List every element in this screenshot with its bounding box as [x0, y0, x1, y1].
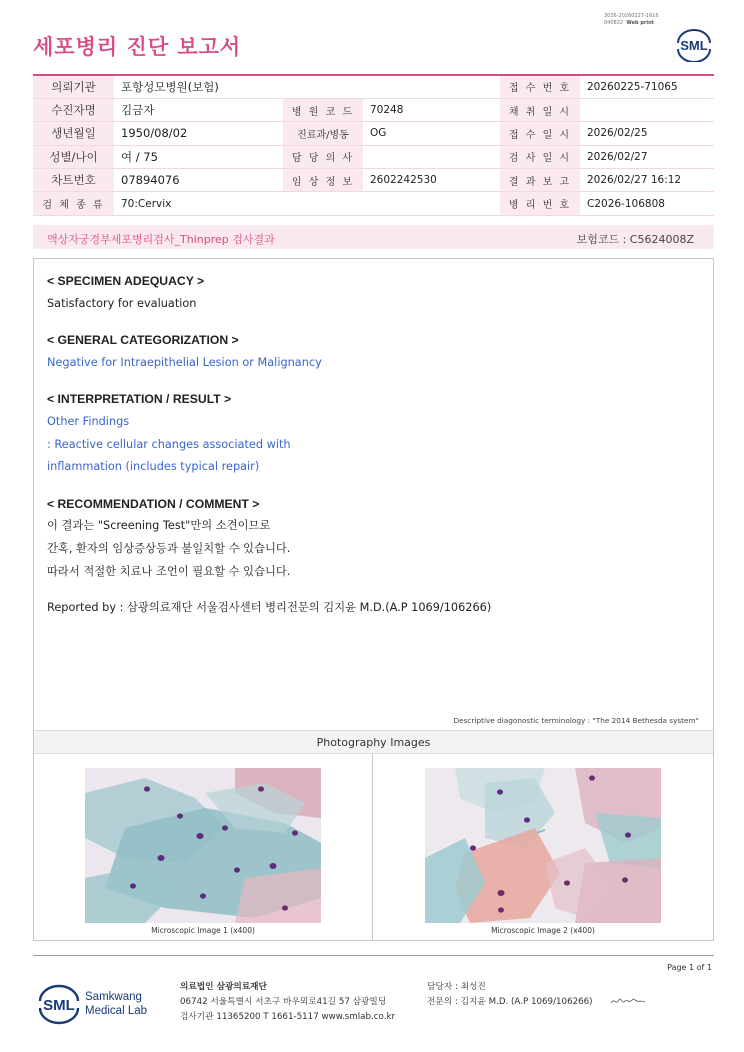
print-id-code: 040822: [604, 20, 624, 26]
label-pathology-number: 병 리 번 호: [500, 192, 580, 215]
photography-images-header: Photography Images: [34, 730, 713, 754]
value-patient-name: 김금자: [114, 98, 283, 121]
sml-logo-bottom-text: SML: [43, 997, 75, 1014]
value-clinical-info: 2602242530: [363, 169, 500, 192]
label-receipt-number: 접 수 번 호: [500, 75, 580, 98]
footer-address: 06742 서울특별시 서초구 바우뫼로41길 57 삼광빌딩: [180, 997, 387, 1007]
info-row: [33, 75, 714, 98]
microscopic-image-1: [85, 768, 321, 923]
label-test-date: 검 사 일 시: [500, 145, 580, 168]
value-collection-date: [580, 98, 714, 121]
company-line-2: Medical Lab: [85, 1005, 148, 1017]
footer-organization: [180, 980, 395, 1025]
label-specimen-type: 검 체 종 류: [33, 192, 114, 215]
patient-info-table: [33, 74, 714, 216]
value-chart-number: 07894076: [114, 169, 283, 192]
recommendation-line-2: 간혹, 환자의 임상증상등과 불일치할 수 있습니다.: [47, 541, 291, 555]
image-caption-1: Microscopic Image 1 (x400): [151, 926, 255, 935]
sml-logo-bottom: [36, 983, 82, 1025]
label-clinical-info: 임 상 정 보: [283, 169, 363, 192]
recommendation-line-3: 따라서 적절한 치료나 조언이 필요할 수 있습니다.: [47, 564, 291, 578]
sml-logo-text: SML: [680, 38, 708, 53]
print-id-line1: 3036-20260227-1616: [604, 13, 659, 19]
value-department: OG: [363, 122, 500, 145]
label-chart-number: 차트번호: [33, 169, 114, 192]
label-receipt-date: 접 수 일 시: [500, 122, 580, 145]
footer-org-name: 의료법인 삼광의료재단: [180, 982, 267, 992]
page-number: Page 1 of 1: [667, 963, 712, 972]
microscopic-image-2: [425, 768, 661, 923]
label-patient-name: 수진자명: [33, 98, 114, 121]
value-requesting-institution: 포항성모병원(보험): [114, 75, 500, 98]
company-line-1: Samkwang: [85, 991, 142, 1003]
section-heading-adequacy: < SPECIMEN ADEQUACY >: [47, 274, 205, 288]
signature: [609, 994, 647, 1008]
interpretation-line-3: inflammation (includes typical repair): [47, 460, 260, 474]
value-birth-date: 1950/08/02: [114, 122, 283, 145]
section-heading-categorization: < GENERAL CATEGORIZATION >: [47, 333, 239, 348]
label-attending-doctor: 담 당 의 사: [283, 145, 363, 168]
info-row: [33, 192, 714, 215]
terminology-note: Descriptive diagonostic terminology : "The 2014 Bethesda system": [453, 716, 699, 725]
report-body: [47, 270, 687, 620]
value-hospital-code: 70248: [363, 98, 500, 121]
recommendation-line-1: 이 결과는 "Screening Test"만의 소견이므로: [47, 519, 271, 533]
label-sex-age: 성별/나이: [33, 145, 114, 168]
value-receipt-date: 2026/02/25: [580, 122, 714, 145]
report-title: 세포병리 진단 보고서: [33, 35, 242, 59]
interpretation-line-2: : Reactive cellular changes associated with: [47, 437, 291, 451]
photo-cell-1: [34, 754, 373, 940]
footer-divider: [33, 955, 714, 956]
sml-logo-top: [674, 28, 714, 62]
footer-manager: 담당자 : 최성진: [427, 982, 486, 992]
print-id-tag: Web print: [626, 20, 655, 26]
interpretation-line-1: Other Findings: [47, 414, 130, 428]
photo-cell-2: [373, 754, 713, 940]
footer-contact: 검사기관 11365200 T 1661-5117 www.smlab.co.kr: [180, 1012, 396, 1022]
label-collection-date: 채 취 일 시: [500, 98, 580, 121]
label-requesting-institution: 의뢰기관: [33, 75, 114, 98]
company-name: [85, 990, 147, 1018]
insurance-code: 보험코드 : C5624008Z: [576, 233, 694, 246]
footer-staff: [427, 980, 593, 1010]
test-title-bar: [33, 225, 714, 249]
info-row: [33, 169, 714, 192]
image-caption-2: Microscopic Image 2 (x400): [491, 926, 595, 935]
test-name: 액상자궁경부세포병리검사_Thinprep 검사결과: [47, 233, 275, 246]
value-test-date: 2026/02/27: [580, 145, 714, 168]
value-result-report: 2026/02/27 16:12: [580, 169, 714, 192]
reported-by: Reported by : 삼광의료재단 서울검사센터 병리전문의 김지윤 M.D.(A.P 1069/106266): [47, 601, 492, 615]
section-heading-recommendation: < RECOMMENDATION / COMMENT >: [47, 496, 260, 511]
value-sex-age: 여 / 75: [114, 145, 283, 168]
label-birth-date: 생년월일: [33, 122, 114, 145]
label-department: 진료과/병동: [283, 122, 363, 145]
print-id: [604, 13, 684, 27]
value-receipt-number: 20260225-71065: [580, 75, 714, 98]
value-attending-doctor: [363, 145, 500, 168]
label-hospital-code: 병 원 코 드: [283, 98, 363, 121]
info-row: [33, 122, 714, 145]
value-specimen-type: 70:Cervix: [114, 192, 500, 215]
section-heading-interpretation: < INTERPRETATION / RESULT >: [47, 392, 232, 407]
info-row: [33, 145, 714, 168]
general-categorization-text: Negative for Intraepithelial Lesion or Malignancy: [47, 355, 322, 369]
footer-specialist: 전문의 : 김지윤 M.D. (A.P 1069/106266): [427, 997, 593, 1007]
info-row: [33, 98, 714, 121]
report-box: [33, 258, 714, 941]
value-pathology-number: C2026-106808: [580, 192, 714, 215]
specimen-adequacy-text: Satisfactory for evaluation: [47, 296, 197, 310]
label-result-report: 결 과 보 고: [500, 169, 580, 192]
